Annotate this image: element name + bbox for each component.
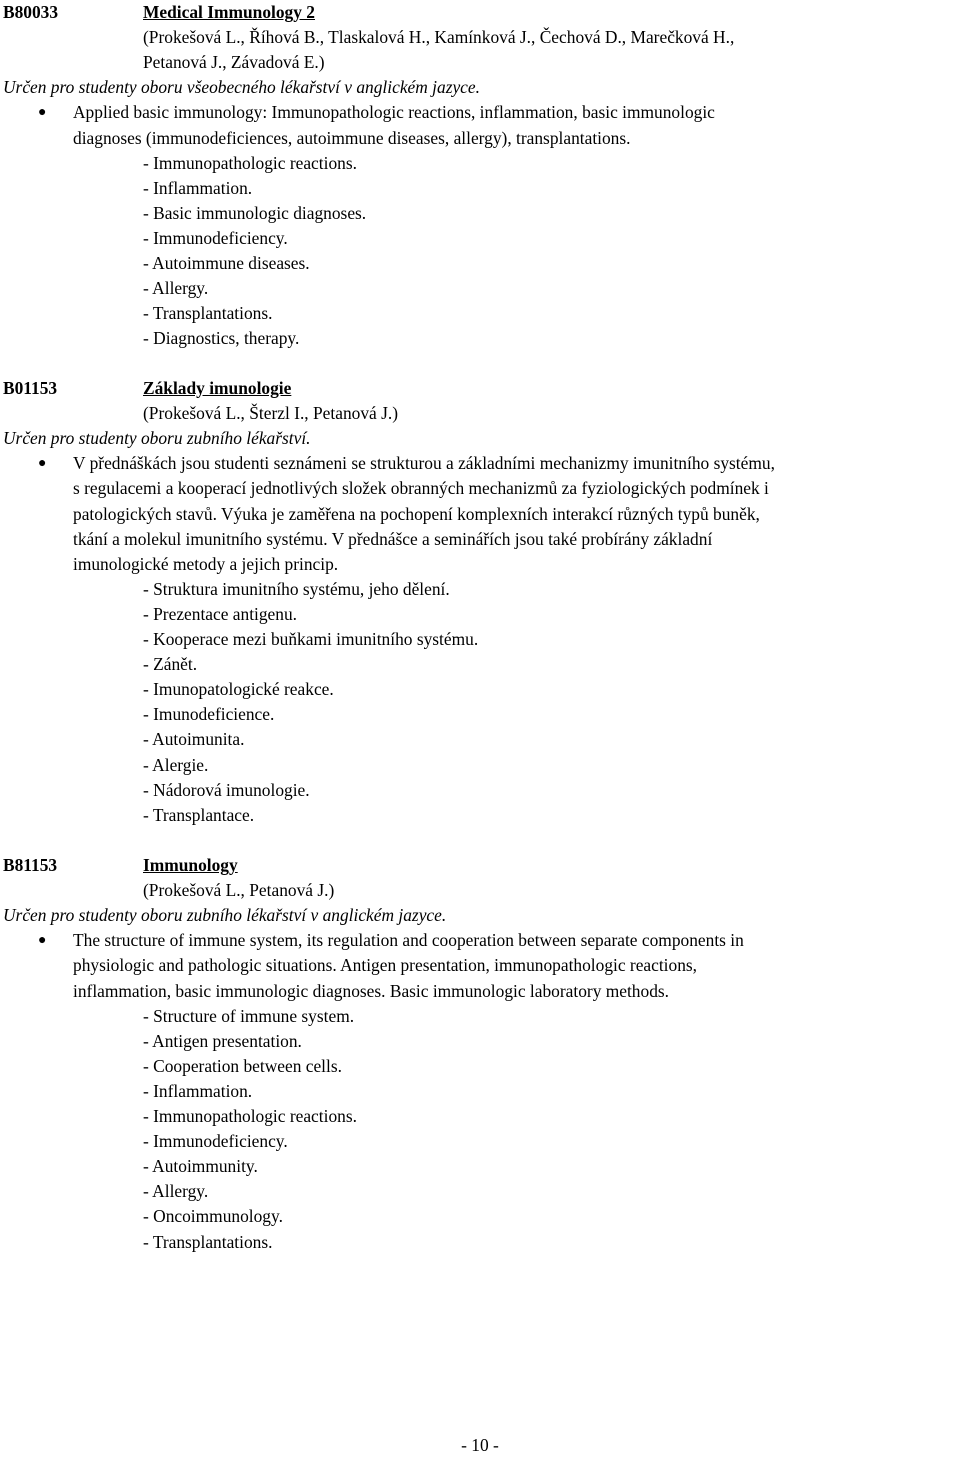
topic-item: - Immunopathologic reactions. xyxy=(143,1106,357,1126)
topic-item: - Struktura imunitního systému, jeho dělení. xyxy=(143,578,450,599)
description-line: The structure of immune system, its regulation and cooperation between separate components in xyxy=(73,930,744,951)
course-authors: (Prokešová L., Petanová J.) xyxy=(143,880,335,901)
topic-item: - Prezentace antigenu. xyxy=(143,603,298,624)
topic-item: - Autoimmune diseases. xyxy=(143,253,310,273)
course-authors-cont: Petanová J., Závadová E.) xyxy=(143,52,325,73)
description-line: s regulacemi a kooperací jednotlivých složek obranných mechanizmů za fyziologických podmínek i xyxy=(73,478,769,499)
topic-item: - Antigen presentation. xyxy=(143,1030,302,1051)
bullet-icon: ● xyxy=(38,105,47,121)
topic-item: - Allergy. xyxy=(143,278,209,299)
topic-item: - Inflammation. xyxy=(143,1080,253,1101)
topic-item: - Autoimunita. xyxy=(143,729,245,750)
description-line: Applied basic immunology: Immunopathologic reactions, inflammation, basic immunologic xyxy=(73,102,715,123)
topic-item: - Cooperation between cells. xyxy=(143,1055,342,1076)
topic-item: - Kooperace mezi buňkami imunitního systému. xyxy=(143,629,479,649)
description-line: inflammation, basic immunologic diagnoses. Basic immunologic laboratory methods. xyxy=(73,980,670,1001)
topic-item: - Transplantace. xyxy=(143,804,255,825)
topic-item: - Structure of immune system. xyxy=(143,1005,355,1026)
bullet-icon: ● xyxy=(38,456,47,472)
topic-item: - Basic immunologic diagnoses. xyxy=(143,202,367,223)
course-note: Určen pro studenty oboru všeobecného lékařství v anglickém jazyce. xyxy=(3,77,480,98)
description-line: V přednáškách jsou studenti seznámeni se strukturou a základními mechanizmy imunitního systému, xyxy=(73,453,775,474)
topic-item: - Oncoimmunology. xyxy=(143,1206,283,1227)
course-code: B80033 xyxy=(3,2,59,22)
topic-item: - Inflammation. xyxy=(143,177,253,198)
page-number: - 10 - xyxy=(461,1435,499,1455)
description-line: physiologic and pathologic situations. Antigen presentation, immunopathologic reactions, xyxy=(73,955,698,976)
course-note: Určen pro studenty oboru zubního lékařství. xyxy=(3,428,311,449)
course-code: B81153 xyxy=(3,855,58,875)
topic-item: - Imunodeficience. xyxy=(143,704,275,725)
course-authors: (Prokešová L., Šterzl I., Petanová J.) xyxy=(143,403,399,424)
description-line: imunologické metody a jejich princip. xyxy=(73,553,339,574)
topic-item: - Immunodeficiency. xyxy=(143,227,288,248)
course-title: Medical Immunology 2 xyxy=(143,2,315,22)
topic-item: - Autoimmunity. xyxy=(143,1156,258,1177)
course-note: Určen pro studenty oboru zubního lékařství v anglickém jazyce. xyxy=(3,905,447,926)
bullet-icon: ● xyxy=(38,933,47,949)
description-line: diagnoses (immunodeficiences, autoimmune diseases, allergy), transplantations. xyxy=(73,127,631,148)
topic-item: - Nádorová imunologie. xyxy=(143,779,310,800)
description-line: patologických stavů. Výuka je zaměřena na pochopení komplexních interakcí různých typů buněk, xyxy=(73,503,760,524)
topic-item: - Allergy. xyxy=(143,1181,209,1202)
topic-item: - Immunopathologic reactions. xyxy=(143,152,357,173)
description-line: tkání a molekul imunitního systému. V přednášce a seminářích jsou také probírány základní xyxy=(73,528,713,549)
topic-item: - Diagnostics, therapy. xyxy=(143,328,300,349)
course-code: B01153 xyxy=(3,378,58,398)
topic-item: - Transplantations. xyxy=(143,1231,273,1252)
course-authors: (Prokešová L., Říhová B., Tlaskalová H., Kamínková J., Čechová D., Marečková H., xyxy=(143,27,735,48)
topic-item: - Alergie. xyxy=(143,754,209,775)
topic-item: - Immunodeficiency. xyxy=(143,1131,288,1152)
topic-item: - Imunopatologické reakce. xyxy=(143,679,334,700)
topic-item: - Transplantations. xyxy=(143,303,273,324)
course-title: Immunology xyxy=(143,855,238,875)
topic-item: - Zánět. xyxy=(143,654,198,675)
course-title: Základy imunologie xyxy=(143,378,292,398)
